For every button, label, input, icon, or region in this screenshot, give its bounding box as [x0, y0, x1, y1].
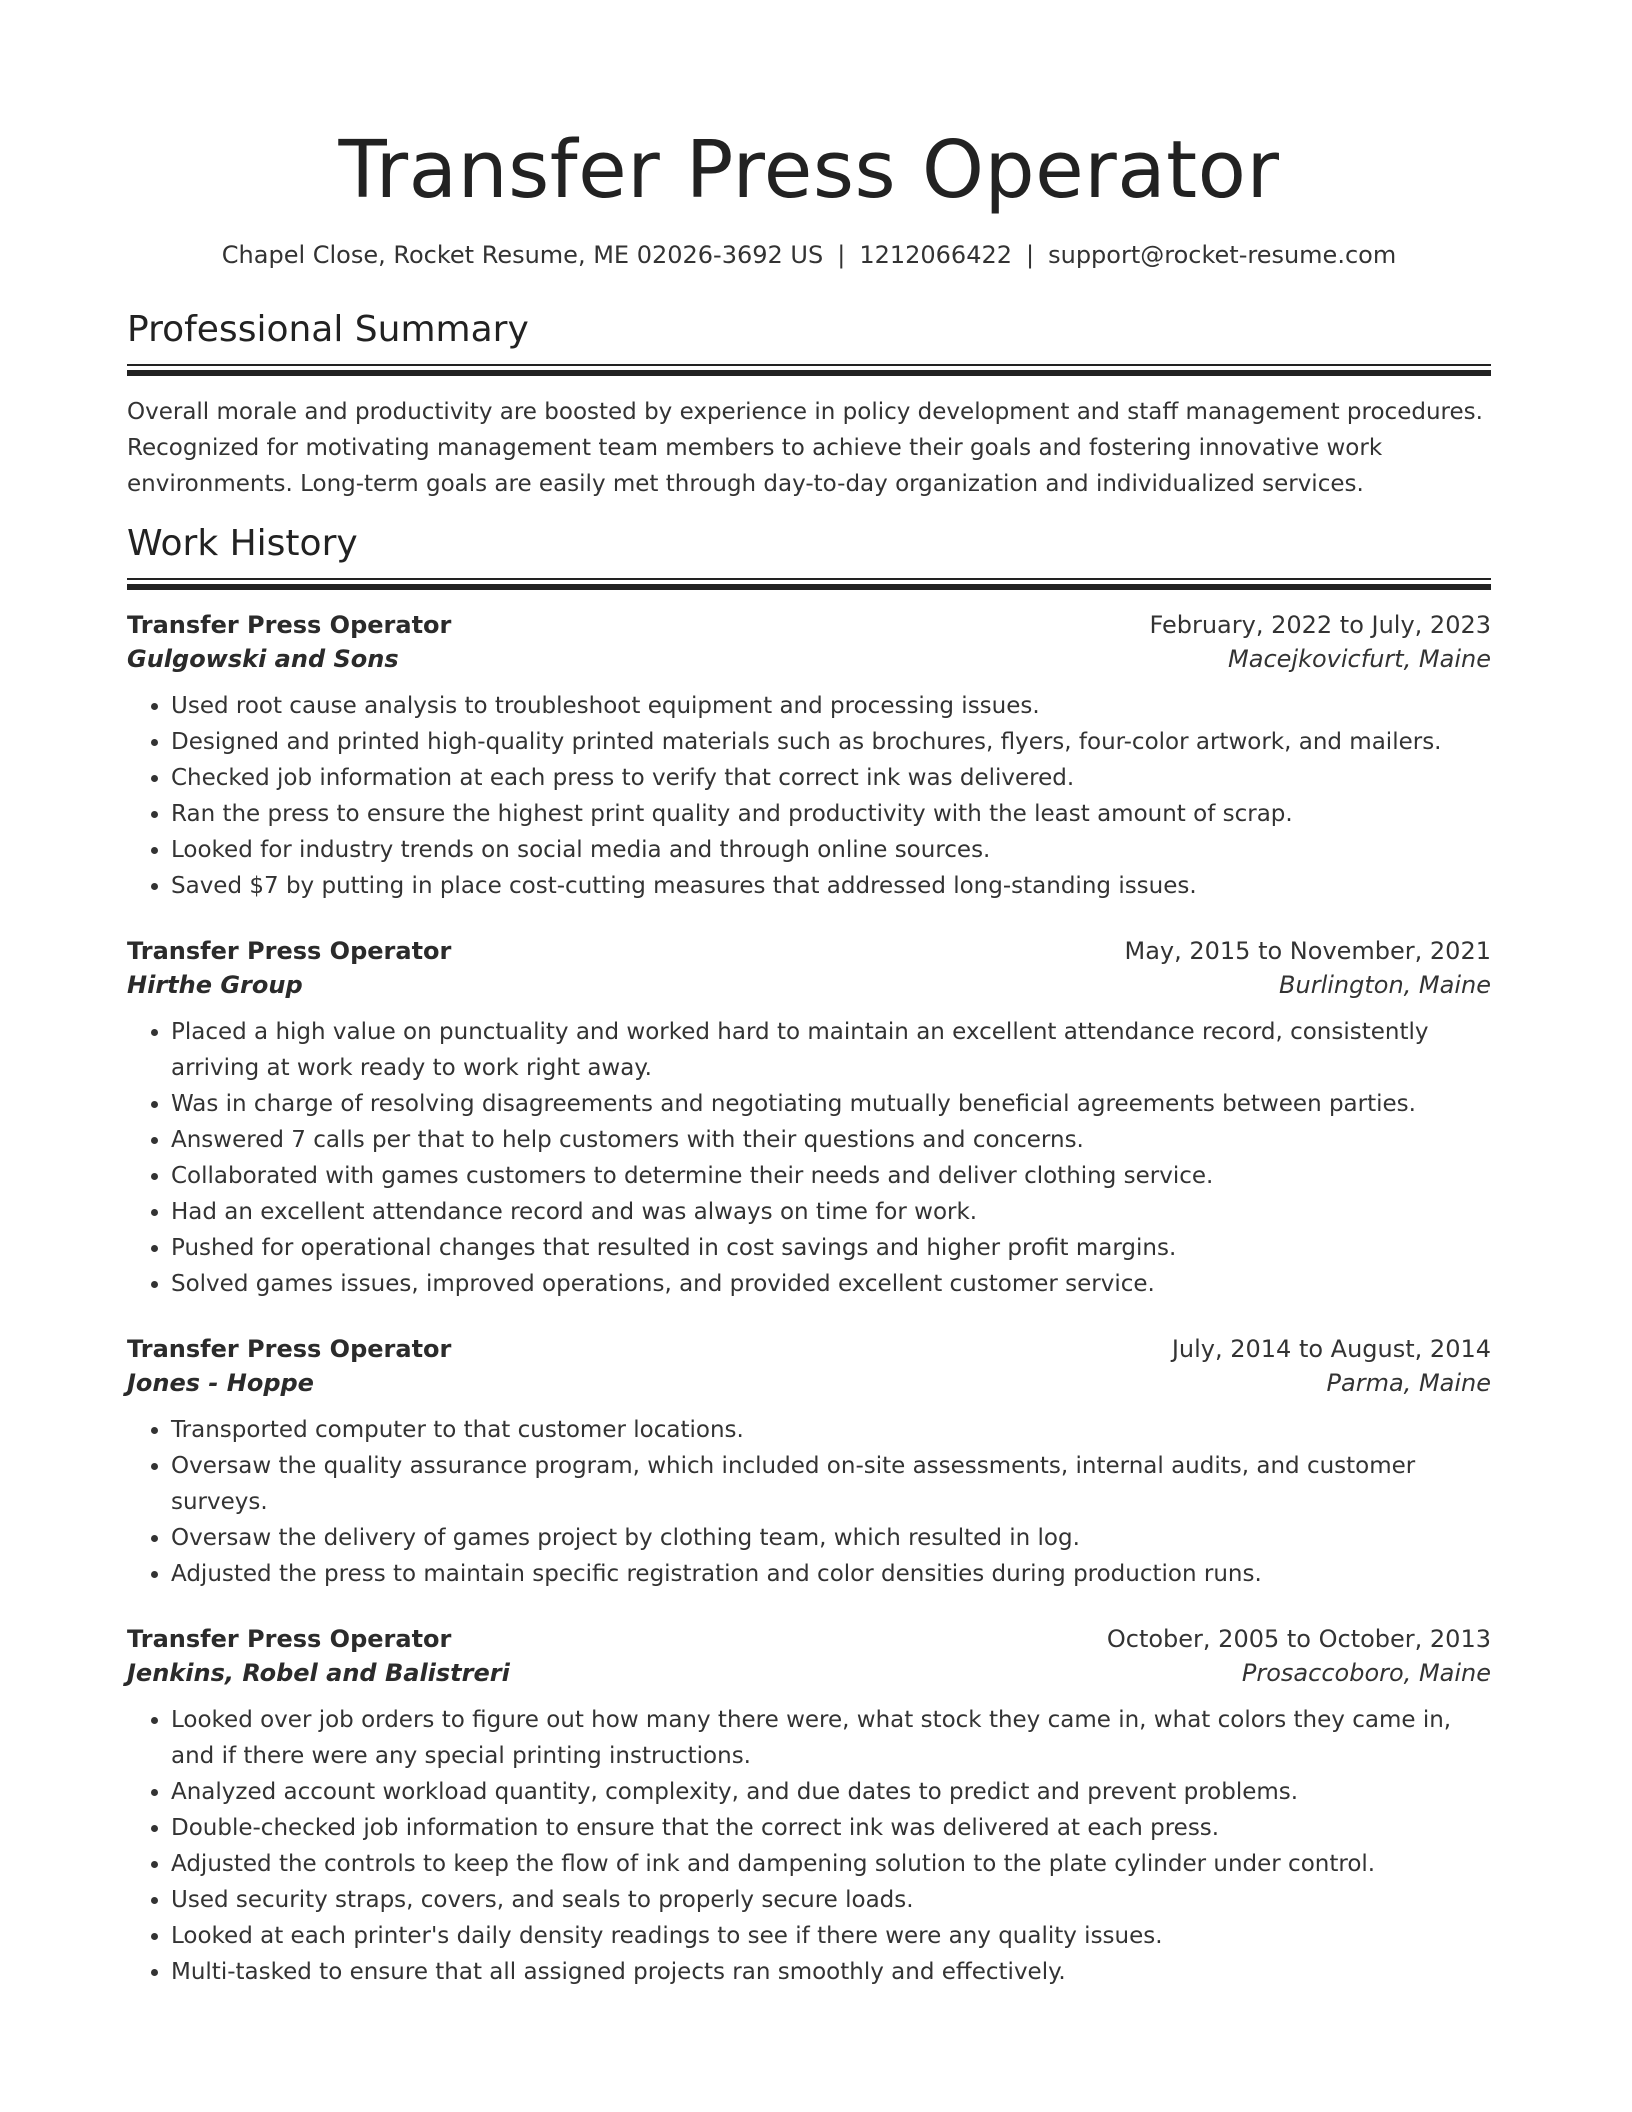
job-bullet-list [127, 1412, 1491, 1592]
contact-email: support@rocket-resume.com [1048, 241, 1397, 269]
job-location: Parma, Maine [1326, 1369, 1491, 1397]
job-bullet: • Looked at each printer's daily density readings to see if there were any quality issues. [171, 1918, 1491, 1954]
job-bullet: • Adjusted the press to maintain specific registration and color densities during production runs. [171, 1556, 1491, 1592]
job-list [127, 608, 1491, 1990]
job-header [127, 1622, 1491, 1656]
job-subheader [127, 968, 1491, 1002]
job-subheader [127, 1656, 1491, 1690]
job-bullet: • Used root cause analysis to troubleshoot equipment and processing issues. [171, 688, 1491, 724]
job-bullet: • Solved games issues, improved operations, and provided excellent customer service. [171, 1266, 1491, 1302]
job-company: Jenkins, Robel and Balistreri [127, 1659, 510, 1687]
job-bullet: • Placed a high value on punctuality and worked hard to maintain an excellent attendance record, consistently arriving at work ready to work right away. [171, 1014, 1491, 1086]
job-location: Prosaccoboro, Maine [1241, 1659, 1491, 1687]
contact-line [127, 240, 1491, 270]
job-entry [127, 1332, 1491, 1592]
job-header [127, 1332, 1491, 1366]
job-bullet: • Had an excellent attendance record and was always on time for work. [171, 1194, 1491, 1230]
resume-title: Transfer Press Operator [338, 124, 1280, 216]
job-bullet: • Adjusted the controls to keep the flow of ink and dampening solution to the plate cylinder under control. [171, 1846, 1491, 1882]
summary-section [127, 308, 1491, 502]
summary-text: Overall morale and productivity are boosted by experience in policy development and staff management procedures. Recognized for motivating management team members to achieve their goals and fostering innovative work environments. Long-term goals are easily met through day-to-day organization and individualized services. [127, 399, 1483, 497]
job-bullet: • Looked for industry trends on social media and through online sources. [171, 832, 1491, 868]
job-bullet: • Pushed for operational changes that resulted in cost savings and higher profit margins. [171, 1230, 1491, 1266]
job-subheader [127, 1366, 1491, 1400]
job-subheader [127, 642, 1491, 676]
job-bullet: • Saved $7 by putting in place cost-cutting measures that addressed long-standing issues. [171, 868, 1491, 904]
job-company: Jones - Hoppe [127, 1369, 314, 1397]
job-title: Transfer Press Operator [127, 611, 452, 639]
job-bullet-list [127, 1702, 1491, 1990]
job-entry [127, 934, 1491, 1302]
job-title: Transfer Press Operator [127, 937, 452, 965]
job-dates: February, 2022 to July, 2023 [1149, 611, 1491, 639]
work-history-section [127, 522, 1491, 1990]
contact-address: Chapel Close, Rocket Resume, ME 02026-3692 US [221, 241, 824, 269]
job-company: Gulgowski and Sons [127, 645, 399, 673]
job-bullet: • Was in charge of resolving disagreements and negotiating mutually beneficial agreements between parties. [171, 1086, 1491, 1122]
section-divider [127, 364, 1491, 376]
job-header [127, 608, 1491, 642]
job-bullet: • Transported computer to that customer locations. [171, 1412, 1491, 1448]
job-dates: May, 2015 to November, 2021 [1124, 937, 1491, 965]
job-bullet: • Checked job information at each press to verify that correct ink was delivered. [171, 760, 1491, 796]
job-bullet-list [127, 688, 1491, 904]
resume-page [127, 0, 1491, 1990]
job-bullet: • Answered 7 calls per that to help customers with their questions and concerns. [171, 1122, 1491, 1158]
job-location: Macejkovicfurt, Maine [1228, 645, 1491, 673]
job-bullet-list [127, 1014, 1491, 1302]
job-bullet: • Analyzed account workload quantity, complexity, and due dates to predict and prevent problems. [171, 1774, 1491, 1810]
section-divider [127, 578, 1491, 590]
job-bullet: • Used security straps, covers, and seals to properly secure loads. [171, 1882, 1491, 1918]
job-bullet: • Collaborated with games customers to determine their needs and deliver clothing service. [171, 1158, 1491, 1194]
section-heading-work-history: Work History [127, 523, 358, 564]
section-heading-summary: Professional Summary [127, 309, 529, 350]
job-dates: October, 2005 to October, 2013 [1106, 1625, 1491, 1653]
job-bullet: • Multi-tasked to ensure that all assigned projects ran smoothly and effectively. [171, 1954, 1491, 1990]
job-bullet: • Looked over job orders to figure out how many there were, what stock they came in, what colors they came in, and if there were any special printing instructions. [171, 1702, 1491, 1774]
contact-separator: | [837, 241, 846, 269]
job-bullet: • Ran the press to ensure the highest print quality and productivity with the least amount of scrap. [171, 796, 1491, 832]
job-title: Transfer Press Operator [127, 1625, 452, 1653]
job-dates: July, 2014 to August, 2014 [1171, 1335, 1491, 1363]
job-title: Transfer Press Operator [127, 1335, 452, 1363]
job-company: Hirthe Group [127, 971, 303, 999]
job-bullet: • Designed and printed high-quality printed materials such as brochures, flyers, four-color artwork, and mailers. [171, 724, 1491, 760]
contact-phone: 1212066422 [859, 241, 1013, 269]
job-bullet: • Oversaw the delivery of games project by clothing team, which resulted in log. [171, 1520, 1491, 1556]
job-location: Burlington, Maine [1279, 971, 1491, 999]
job-header [127, 934, 1491, 968]
job-bullet: • Double-checked job information to ensure that the correct ink was delivered at each press. [171, 1810, 1491, 1846]
job-entry [127, 608, 1491, 904]
contact-separator: | [1026, 241, 1035, 269]
job-bullet: • Oversaw the quality assurance program, which included on-site assessments, internal audits, and customer surveys. [171, 1448, 1491, 1520]
job-entry [127, 1622, 1491, 1990]
